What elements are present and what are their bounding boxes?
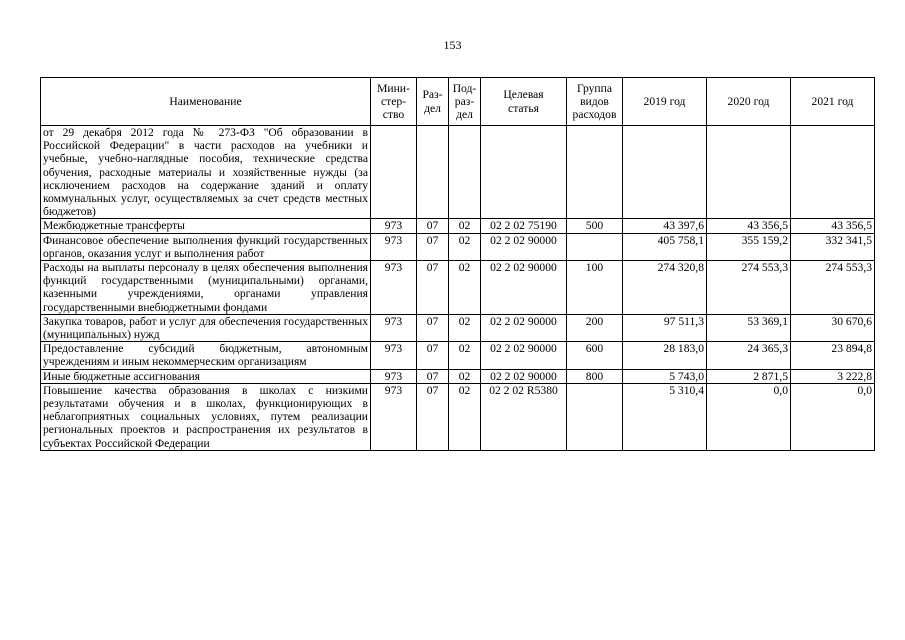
row-group <box>567 233 623 260</box>
header-target: Целевая статья <box>481 78 567 126</box>
row-2021: 43 356,5 <box>791 219 875 233</box>
row-target: 02 2 02 90000 <box>481 369 567 383</box>
row-ministry: 973 <box>371 261 417 315</box>
row-subsection: 02 <box>449 261 481 315</box>
row-2020: 274 553,3 <box>707 261 791 315</box>
row-2019: 5 743,0 <box>623 369 707 383</box>
header-2019: 2019 год <box>623 78 707 126</box>
row-2020: 0,0 <box>707 383 791 450</box>
row-name: Финансовое обеспечение выполнения функций государственных органов, оказания услуг и выполнения работ <box>41 233 371 260</box>
row-target: 02 2 02 90000 <box>481 261 567 315</box>
table-row <box>41 261 875 315</box>
header-section: Раз- дел <box>417 78 449 126</box>
row-name: Закупка товаров, работ и услуг для обеспечения государственных (муниципальных) нужд <box>41 314 371 341</box>
table-row <box>41 126 875 219</box>
row-group: 800 <box>567 369 623 383</box>
row-2021: 274 553,3 <box>791 261 875 315</box>
row-name: Иные бюджетные ассигнования <box>41 369 371 383</box>
row-subsection <box>449 126 481 219</box>
row-name: Межбюджетные трансферты <box>41 219 371 233</box>
row-group <box>567 383 623 450</box>
row-subsection: 02 <box>449 314 481 341</box>
row-target: 02 2 02 75190 <box>481 219 567 233</box>
row-group: 600 <box>567 342 623 369</box>
header-2021: 2021 год <box>791 78 875 126</box>
row-target: 02 2 02 90000 <box>481 233 567 260</box>
row-section: 07 <box>417 342 449 369</box>
row-section <box>417 126 449 219</box>
row-2021: 3 222,8 <box>791 369 875 383</box>
row-2019 <box>623 126 707 219</box>
row-2021: 30 670,6 <box>791 314 875 341</box>
row-section: 07 <box>417 383 449 450</box>
row-target <box>481 126 567 219</box>
row-group: 500 <box>567 219 623 233</box>
row-subsection: 02 <box>449 233 481 260</box>
row-name: Повышение качества образования в школах с низкими результатами обучения и в школах, функционирующих в неблагоприятных социальных условиях, путем реализации региональных проектов и распространения их результатов в субъектах Российской Федерации <box>41 383 371 450</box>
row-2020: 2 871,5 <box>707 369 791 383</box>
header-name: Наименование <box>41 78 371 126</box>
row-2020 <box>707 126 791 219</box>
row-ministry: 973 <box>371 342 417 369</box>
row-ministry: 973 <box>371 219 417 233</box>
row-subsection: 02 <box>449 219 481 233</box>
row-2019: 5 310,4 <box>623 383 707 450</box>
row-section: 07 <box>417 314 449 341</box>
row-name: от 29 декабря 2012 года № 273-ФЗ "Об образовании в Российской Федерации" в части расходов на учебники и учебные, учебно-наглядные пособия, технические средства обучения, расходные материалы и хозяйственные нужды (за исключением расходов на содержание зданий и оплату коммунальных услуг, осуществляемых за счет средств местных бюджетов) <box>41 126 371 219</box>
table-row <box>41 233 875 260</box>
row-2020: 355 159,2 <box>707 233 791 260</box>
table-row <box>41 314 875 341</box>
table-row <box>41 342 875 369</box>
row-group: 200 <box>567 314 623 341</box>
row-2019: 405 758,1 <box>623 233 707 260</box>
row-2021: 23 894,8 <box>791 342 875 369</box>
row-2019: 274 320,8 <box>623 261 707 315</box>
row-section: 07 <box>417 369 449 383</box>
row-target: 02 2 02 90000 <box>481 342 567 369</box>
row-target: 02 2 02 90000 <box>481 314 567 341</box>
row-subsection: 02 <box>449 369 481 383</box>
header-2020: 2020 год <box>707 78 791 126</box>
table-row <box>41 219 875 233</box>
row-2021: 0,0 <box>791 383 875 450</box>
table-row <box>41 383 875 450</box>
row-2019: 43 397,6 <box>623 219 707 233</box>
row-ministry: 973 <box>371 314 417 341</box>
row-2021: 332 341,5 <box>791 233 875 260</box>
header-row <box>41 78 875 126</box>
row-2019: 97 511,3 <box>623 314 707 341</box>
header-ministry: Мини- стер- ство <box>371 78 417 126</box>
row-section: 07 <box>417 233 449 260</box>
row-name: Предоставление субсидий бюджетным, автономным учреждениям и иным некоммерческим организациям <box>41 342 371 369</box>
row-group: 100 <box>567 261 623 315</box>
row-ministry: 973 <box>371 233 417 260</box>
row-name: Расходы на выплаты персоналу в целях обеспечения выполнения функций государственными (муниципальными) органами, казенными учреждениями, органами управления государственными внебюджетными фондами <box>41 261 371 315</box>
row-section: 07 <box>417 219 449 233</box>
row-ministry <box>371 126 417 219</box>
row-ministry: 973 <box>371 383 417 450</box>
row-subsection: 02 <box>449 342 481 369</box>
row-2020: 53 369,1 <box>707 314 791 341</box>
budget-table <box>40 77 875 451</box>
table-row <box>41 369 875 383</box>
row-2020: 43 356,5 <box>707 219 791 233</box>
row-target: 02 2 02 R5380 <box>481 383 567 450</box>
row-subsection: 02 <box>449 383 481 450</box>
row-2019: 28 183,0 <box>623 342 707 369</box>
row-2021 <box>791 126 875 219</box>
row-section: 07 <box>417 261 449 315</box>
row-group <box>567 126 623 219</box>
header-subsection: Под- раз- дел <box>449 78 481 126</box>
header-group: Группа видов расходов <box>567 78 623 126</box>
row-ministry: 973 <box>371 369 417 383</box>
row-2020: 24 365,3 <box>707 342 791 369</box>
page-number: 153 <box>443 38 462 52</box>
